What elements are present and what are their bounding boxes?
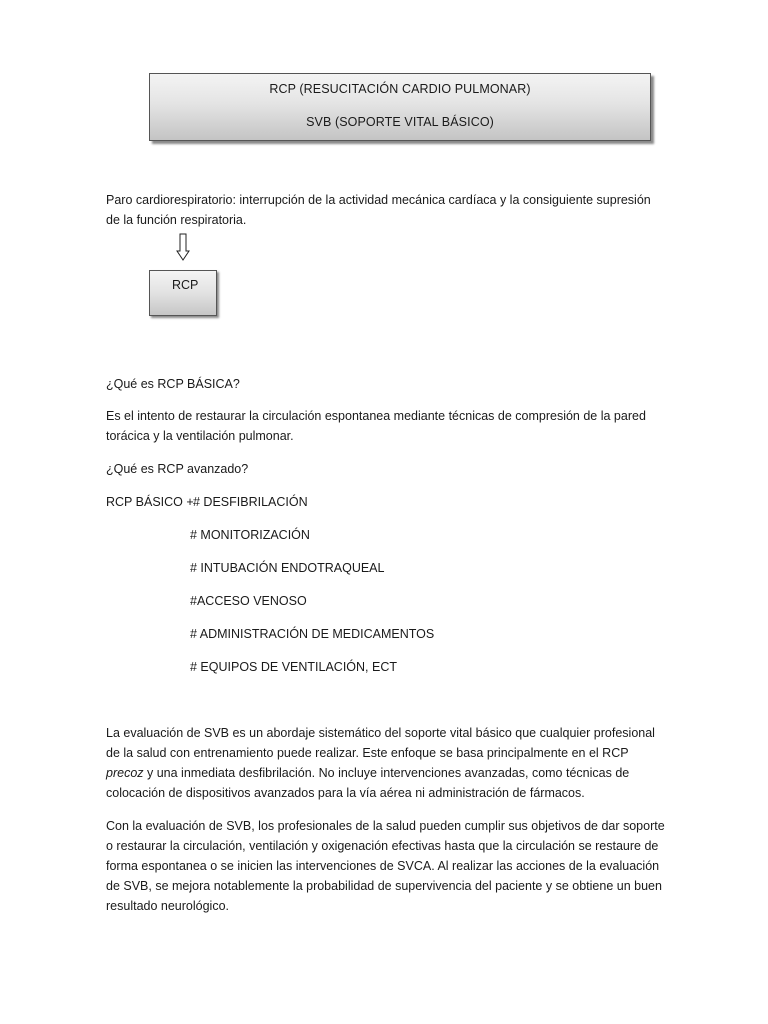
rcp-box-label: RCP [172, 278, 199, 292]
advanced-item: # INTUBACIÓN ENDOTRAQUEAL [190, 561, 385, 575]
title-line-rcp: RCP (RESUCITACIÓN CARDIO PULMONAR) [269, 82, 531, 96]
advanced-item: # EQUIPOS DE VENTILACIÓN, ECT [190, 660, 397, 674]
svb-paragraph-italic: precoz [106, 766, 144, 780]
down-arrow-icon [176, 233, 190, 261]
advanced-item: # ADMINISTRACIÓN DE MEDICAMENTOS [190, 627, 435, 641]
question-basic: ¿Qué es RCP BÁSICA? [106, 377, 240, 391]
advanced-item: #ACCESO VENOSO [190, 594, 307, 608]
advanced-item: # MONITORIZACIÓN [190, 528, 310, 542]
rcp-box [149, 270, 217, 316]
question-advanced: ¿Qué es RCP avanzado? [106, 462, 249, 476]
answer-basic: Es el intento de restaurar la circulación espontanea mediante técnicas de compresión de la pared torácica y la ventilación pulmonar. [106, 409, 646, 443]
advanced-prefix: RCP BÁSICO + [106, 495, 194, 509]
title-box [149, 73, 651, 141]
svb-paragraph-part1: La evaluación de SVB es un abordaje sistemático del soporte vital básico que cualquier profesional de la salud con entrenamiento puede realizar. Este enfoque se basa principalmente en el RCP [106, 726, 655, 760]
advanced-item: # DESFIBRILACIÓN [193, 495, 308, 509]
definition-paragraph: Paro cardiorespiratorio: interrupción de la actividad mecánica cardíaca y la consiguiente supresión de la función respiratoria. [106, 193, 651, 227]
title-line-svb: SVB (SOPORTE VITAL BÁSICO) [306, 115, 494, 129]
svb-paragraph-part2: y una inmediata desfibrilación. No incluye intervenciones avanzadas, como técnicas de colocación de dispositivos avanzados para la vía aérea ni administración de fármacos. [106, 766, 630, 800]
svb-paragraph-2: Con la evaluación de SVB, los profesionales de la salud pueden cumplir sus objetivos de dar soporte o restaurar la circulación, ventilación y oxigenación efectivas hasta que la circulación se restaure de forma espontanea o se inicien las intervenciones de SVCA. Al realizar las acciones de la evaluación de SVB, se mejora notablemente la probabilidad de supervivencia del paciente y se obtiene un buen resultado neurológico. [106, 819, 665, 913]
svb-paragraph [106, 723, 666, 803]
